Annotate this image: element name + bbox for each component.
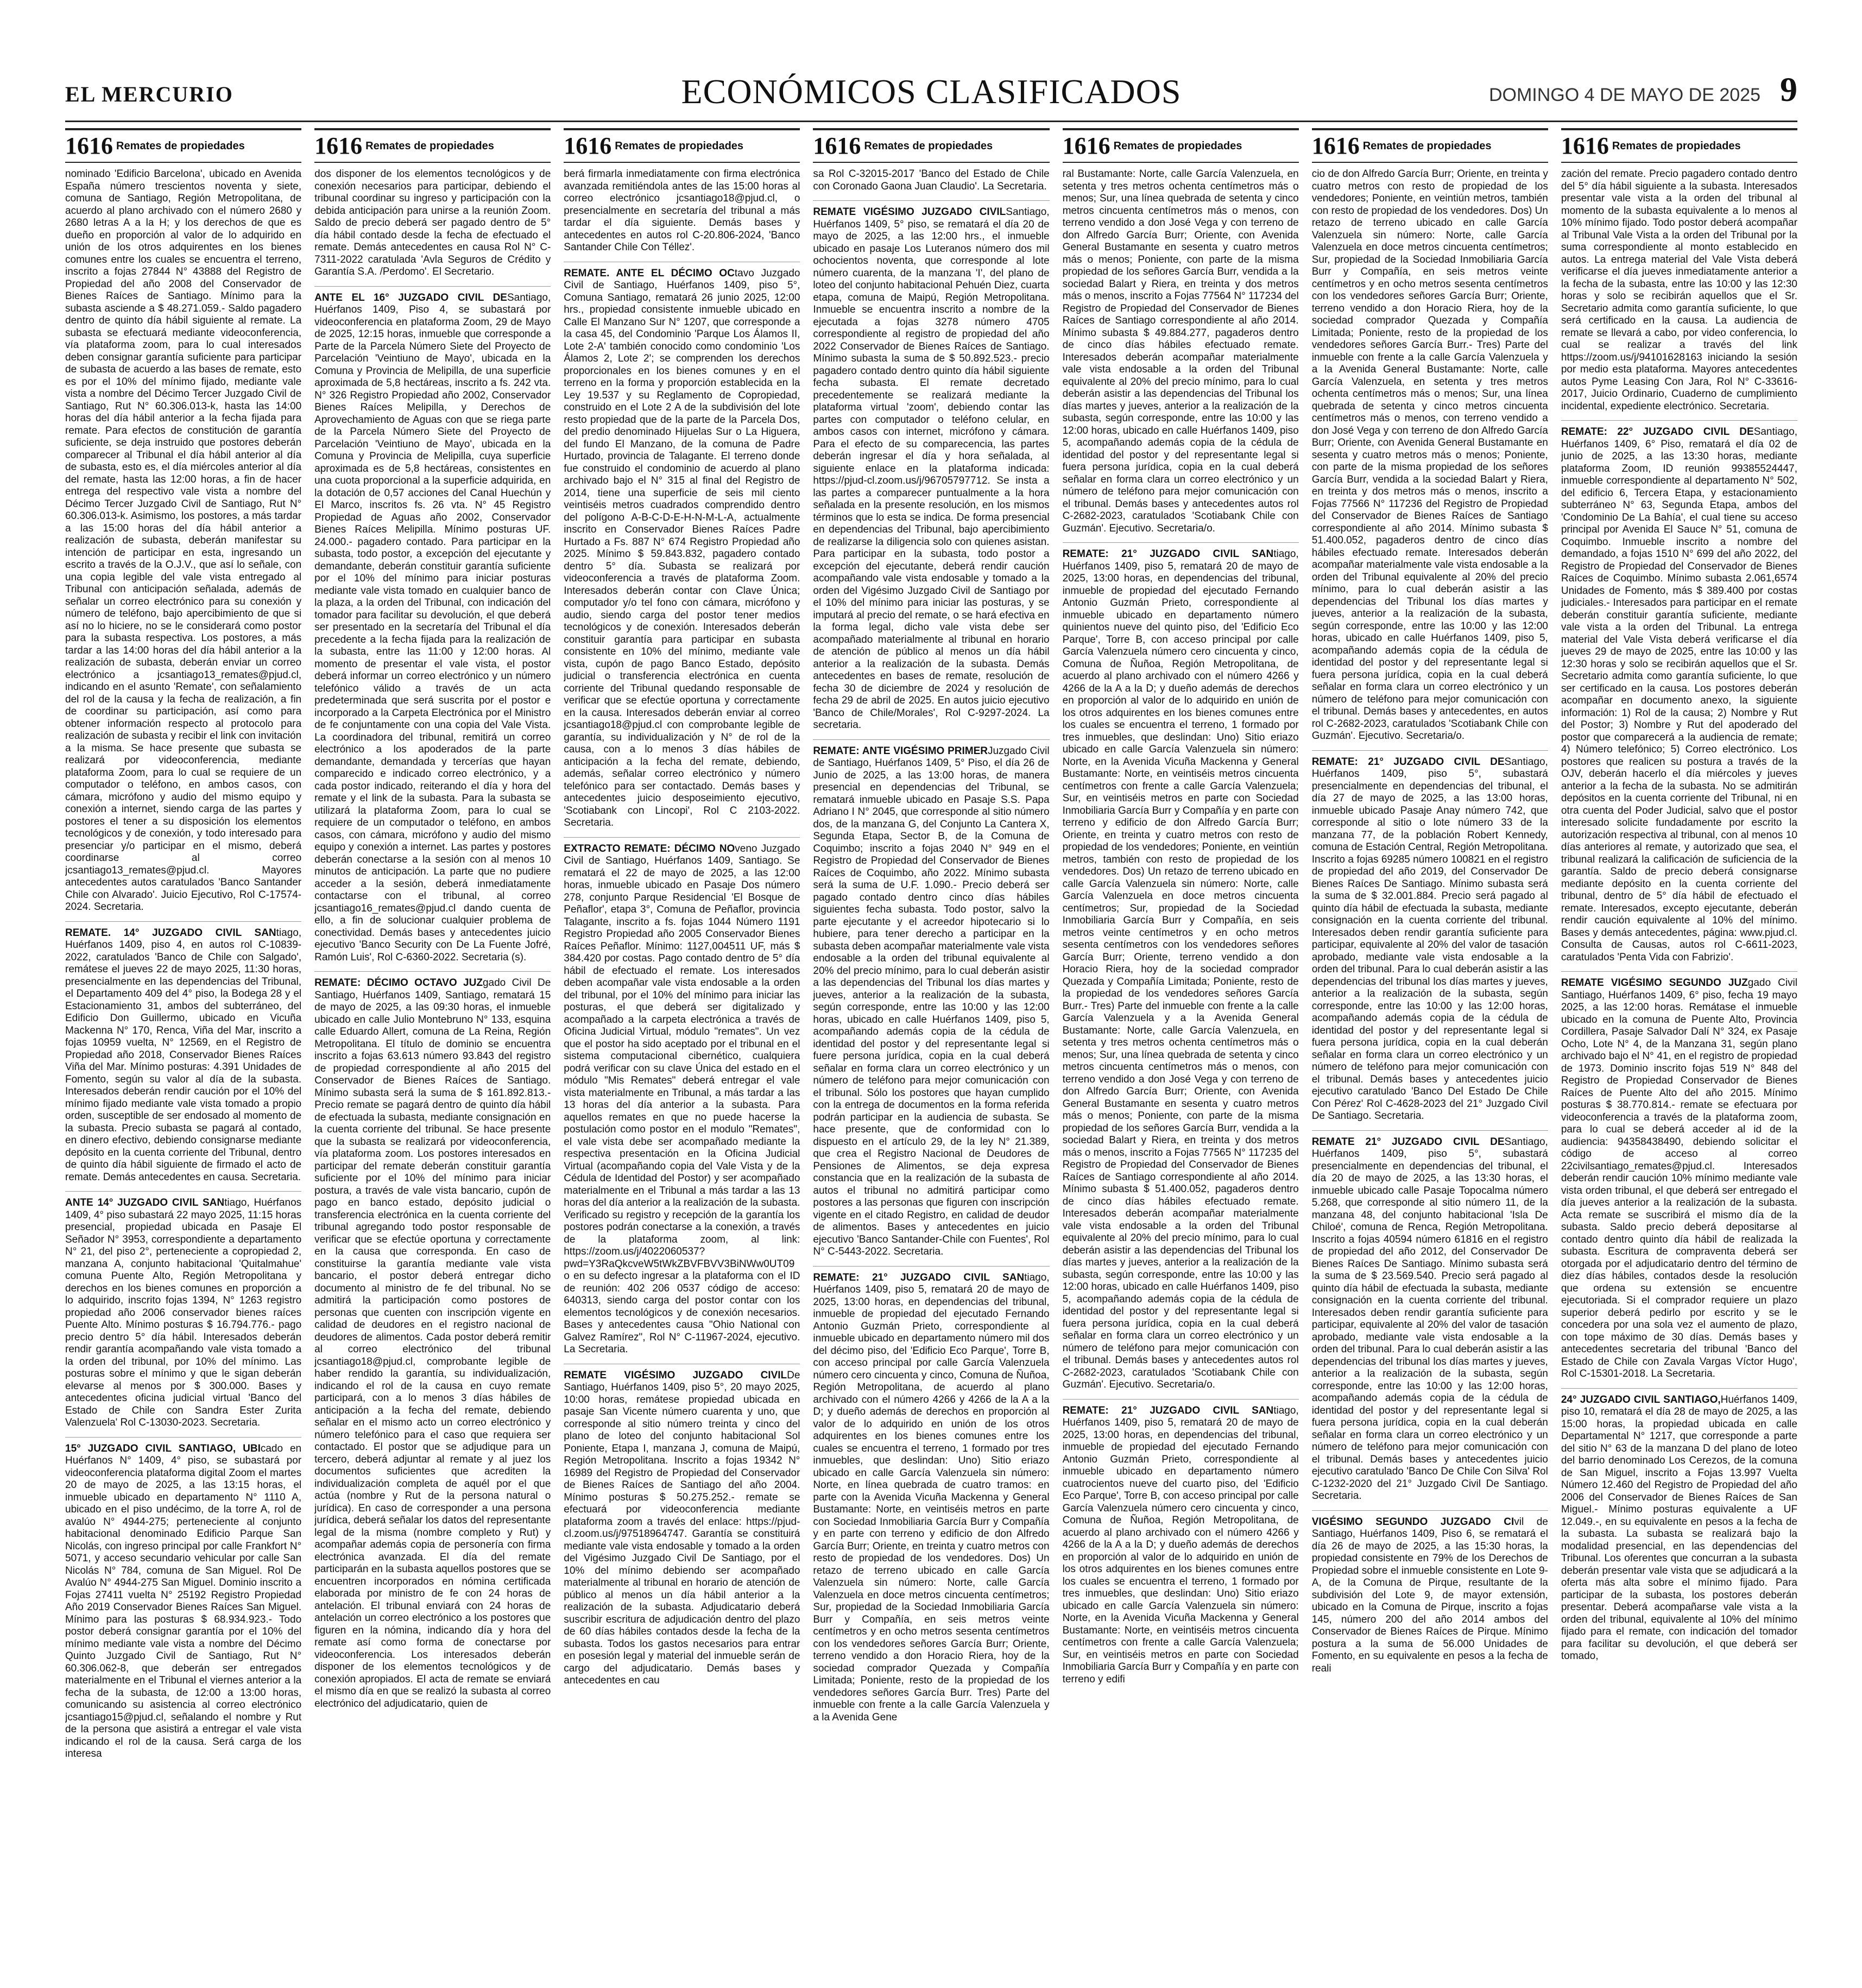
notice-text: gado Civil Santiago, Huérfanos 1409, 6° piso, fecha 19 mayo 2025, a las 12:00 horas. Remátase el inmueble ubicado en la comuna de Puente Alto, Provincia Cordillera, Pasaje Salvador Dalí N° 324, ex Pasaje Ocho, Lote N° 4, de la Manzana 31, según plano archivado bajo el N° 41, en el registro de propiedad de 1973. Dominio inscrito fojas 519 N° 848 del Registro de Propiedad Conservador de Bienes Raíces de Puente Alto del año 2015. Mínimo posturas $ 38.770.814.- remate se efectuara por videoconferencia a través de la plataforma zoom, para lo cual se deberá acceder al id de la audiencia: 94358438490, debiendo solicitar el código de acceso al correo 22civilsantiago_remates@pjud.cl. Interesados deberán rendir caución 10% mínimo mediante vale vista orden tribunal, el que deberá ser entregado el día jueves anterior a la realización de la subasta. Acta remate se suscribirá el mismo día de la subasta. Saldo precio deberá depositarse al contado dentro quinto día hábil de realizada la subasta. Escritura de compraventa deberá ser otorgada por el adjudicatario dentro del término de diez días hábiles, contados desde la resolución que ordena su extensión se encuentre ejecutoriada. Si el comprador requiere un plazo superior deberá pedirlo por escrito y se le concedera por una sola vez el aumento de plazo, con tope máximo de 30 días. Demás bases y antecedentes secretaria del tribunal 'Banco del Estado de Chile con Zavala Vargas Víctor Hugo', Rol C-15301-2018. La Secretaria. — [1561, 977, 1797, 1379]
notice-text: dos disponer de los elementos tecnológicos y de conexión necesarios para participar, debiendo el tribunal coordinar su ingreso y participación con la debida anticipación para unirse a la reunión Zoom. Saldo de precio deberá ser pagado dentro de 5° día hábil contado desde la fecha de efectuado el remate. Demás antecedentes en causa Rol N° C-7311-2022 caratulada 'Avla Seguros de Crédito y Garantía S.A. /Perdomo'. El Secretario. — [314, 168, 551, 277]
notice-text: sa Rol C-32015-2017 'Banco del Estado de Chile con Coronado Gaona Juan Claudio'. La Secretaria. — [813, 168, 1050, 192]
notice-lead: REMATE: DÉCIMO OCTAVO JUZ — [314, 977, 483, 989]
notice-text: tiago, Huérfanos 1409, piso 5, rematará 20 de mayo de 2025, 13:00 horas, en dependencias del tribunal, inmueble de propiedad del ejecutado Fernando Antonio Guzmán Prieto, correspondiente al inmueble ubicado en departamento número cuatrocientos nueve del cuarto piso, del 'Edificio Eco Parque', Torre B, con acceso principal por calle García Valenzuela número cero cincuenta y cinco, Comuna de Ñuñoa, Región Metropolitana, de acuerdo al plano archivado con el número 4266 y 4266 de la A a la D; y dueño además de derechos en proporción al valor de lo adquirido en unión de los otros adquirentes en los bienes comunes entre los cuales se encuentra el terreno, 1 formado por tres inmuebles, que deslindan: Uno) Sitio eriazo ubicado en calle García Valenzuela sin número: Norte, en la Avenida Vicuña Mackenna y General Bustamante: Norte, en veintiséis metros cincuenta centímetros con frente a calle García Valenzuela; Sur, en veintiséis metros en parte con Sociedad Inmobiliaria García Burr y Compañía y en parte con terreno y edifi — [1062, 1404, 1299, 1685]
auction-notice — [564, 837, 800, 1356]
notice-text: Juzgado Civil de Santiago, Huérfanos 1409, 5° Piso, el día 26 de Junio de 2025, a las 13:00 horas, de manera presencial en dependencias del Tribunal, se rematará inmueble ubicado en Pasaje S.S. Papa Adriano I N° 2045, que corresponde al sitio número dos, de la manzana G, del Conjunto La Cantera X, Segunda Etapa, Sector B, de la Comuna de Coquimbo; inscrito a fojas 2040 N° 949 en el Registro de Propiedad del Conservador de Bienes Raíces de Coquimbo, año 2022. Mínimo subasta será la suma de U.F. 1.090.- Precio deberá ser pagado contado dentro cinco días hábiles siguientes fecha subasta. Todo postor, salvo la parte ejecutante y el acreedor hipotecario si lo hubiere, para tener derecho a participar en la subasta deben acompañar materialmente vale vista endosable a la orden del tribunal equivalente al 20% del precio mínimo, para lo cual deberán asistir a las dependencias del Tribunal los días martes y jueves, anterior a la realización de la subasta, según corresponde, entre las 10:00 y las 12:00 horas, ubicado en calle Huérfanos 1409, piso 5, acompañando además copia de la cédula de identidad del postor y del representante legal si fuere persona jurídica, copia en la cual deberá señalar en forma clara un correo electrónico y un número de teléfono para mejor comunicación con el tribunal. Sólo los postores que hayan cumplido con la entrega de documentos en la forma referida podrán participar en la audiencia de subasta. Se hace presente, que de conformidad con lo dispuesto en el artículo 29, de la ley N° 21.389, que crea el Registro Nacional de Deudores de Pensiones de Alimentos, se deja expresa constancia que en la realización de la subasta de autos el tribunal no admitirá participar como postores a las personas que figuren con inscripción vigente en el citado Registro, en calidad de deudor de alimentos. Bases y antecedentes en juicio ejecutivo 'Banco Santander-Chile con Fuentes', Rol N° C-5443-2022. Secretaria. — [813, 745, 1050, 1257]
section-label: Remates de propiedades — [116, 140, 245, 152]
section-code: 1616 — [1561, 132, 1609, 159]
auction-notice — [1561, 420, 1797, 964]
section-code: 1616 — [1311, 132, 1360, 159]
notice-lead: REMATE: 22° JUZGADO CIVIL DE — [1561, 426, 1754, 438]
section-code: 1616 — [564, 132, 612, 159]
paper-name: EL MERCURIO — [65, 82, 233, 106]
notice-text: berá firmarla inmediatamente con firma electrónica avanzada remitiéndola antes de las 15:00 horas al correo electrónico jcsantiago18@pjud.cl, o presencialmente en secretaría del tribunal a más tardar el día siguiente. Demás bases y antecedentes en autos rol C-20.806-2024, 'Banco Santander Chile Con Téllez'. — [564, 168, 800, 253]
notice-text: De Santiago, Huérfanos 1409, piso 5°, 20 mayo 2025, 10:00 horas, remátese propiedad ubicada en pasaje San Vicente número cuarenta y uno, que corresponde al sitio número treinta y cinco del plano de loteo del conjunto habitacional Sol Poniente, Etapa I, manzana J, comuna de Maipú, Región Metropolitana. Inscrito a fojas 19342 N° 16989 del Registro de Propiedad del Conservador de Bienes Raíces de Santiago del año 2004. Mínimo posturas $ 50.275.252.- remate se efectuará por videoconferencia mediante plataforma zoom a través del enlace: https://pjud-cl.zoom.us/j/97518964747. Garantía se constituirá mediante vale vista endosable y tomado a la orden del Vigésimo Juzgado Civil De Santiago, por el 10% del mínimo debiendo ser acompañado materialmente al tribunal en horario de atención de público al menos un día hábil anterior a la realización de la subasta. Adjudicatario deberá suscribir escritura de adjudicación dentro del plazo de 60 días hábiles contados desde la fecha de la subasta. Todos los gastos necesarios para entrar en posesión legal y material del inmueble serán de cargo del adjudicatario. Demás bases y antecedentes en cau — [564, 1369, 800, 1686]
auction-notice — [1063, 168, 1299, 535]
column-1 — [65, 128, 301, 1968]
notice-lead: REMATE: ANTE VIGÉSIMO PRIMER — [813, 745, 988, 757]
classified-columns — [65, 128, 1797, 1968]
notice-lead: 15° JUZGADO CIVIL SANTIAGO, UBI — [65, 1442, 261, 1454]
page-number: 9 — [1780, 70, 1797, 109]
auction-notice — [314, 168, 551, 278]
notice-text: Santiago, Huérfanos 1409, Piso 4, se subastará por videoconferencia en plataforma Zoom, 29 de Mayo de 2025, 12:15 horas, inmueble que corresponde a Parte de la Parcela Número Siete del Proyecto de Parcelación 'Veintiuno de Mayo', ubicada en la Comuna y Provincia de Melipilla, de una superficie aproximada de 5,8 hectáreas, inscrito a fs. 242 vta. N° 326 Registro Propiedad año 2002, Conservador Bienes Raíces Melipilla, y Derechos de Aprovechamiento de Aguas con que se riega parte de la Parcela Número Siete del Proyecto de Parcelación 'Veintiuno de Mayo', ubicada en la Comuna y Provincia de Melipilla, cuya superficie aproximada es de 5,8 hectáreas, consistentes en una cuota proporcional a la superficie adquirida, en la dotación de 0,57 acciones del Canal Huechún y El Marco, inscritos fs. 26 vta. N° 45 Registro Propiedad de Aguas año 2002, Conservador Bienes Raíces Melipilla. Mínimo posturas UF. 24.000.- pagadero contado. Para participar en la subasta, todo postor, a excepción del ejecutante y demandante, deberán constituir garantía suficiente por el 10% del mínimo para iniciar posturas mediante vale vista tomado en cualquier banco de la plaza, a la orden del Tribunal, con indicación del tomador para facilitar su devolución, el que deberá ser presentado en la secretaría del Tribunal el día precedente a la fecha fijada para la realización de la subasta, entre las 11:00 y 12:00 horas. Al momento de presentar el vale vista, el postor deberá informar un correo electrónico y un número telefónico válido a través de un acta predeterminada que será suscrita por el postor e incorporado a la Carpeta Electrónica por el Ministro de fe conjuntamente con una copia del Vale Vista. La coordinadora del tribunal, remitirá un correo electrónico a los apoderados de la parte demandante, demandada y tercerías que hayan comparecido e indicado correo electrónico, y a cada postor indicado, reiterando el día y hora del remate y el link de la subasta. Para la subasta se utilizará la plataforma Zoom, para lo cual se requiere de un computador o teléfono, en ambos casos, con cámara, micrófono y audio del mismo equipo y conexión a internet. Las partes y postores deberán conectarse a la sesión con al menos 10 minutos de anticipación. La parte que no pudiere acceder a la sesión, deberá inmediatamente contactarse con el tribunal, al correo jcsantiago16_remates@pjud.cl dando cuenta de ello, a fin de solucionar cualquier problema de conectividad. Demás bases y antecedentes juicio ejecutivo 'Banco Security con De La Fuente Jofré, Ramón Luis', Rol C-6360-2022. Secretaria (s). — [314, 292, 551, 963]
column-7 — [1561, 128, 1797, 1968]
auction-notice — [1561, 971, 1797, 1381]
column-header — [1561, 128, 1797, 163]
column-header — [65, 128, 301, 163]
auction-notice — [314, 286, 551, 964]
auction-notice — [314, 971, 551, 1710]
auction-notice — [813, 200, 1049, 732]
column-body — [65, 168, 301, 1761]
auction-notice — [65, 1437, 301, 1761]
column-header — [564, 128, 800, 163]
section-title: ECONÓMICOS CLASIFICADOS — [681, 72, 1182, 111]
notice-text: Santiago, Huérfanos 1409, piso 5°, subastará presencialmente en dependencias del tribunal, el día 27 de mayo de 2025, a las 13:00 horas, inmueble ubicado Pasaje Anay número 742, que corresponde al sitio o lote número 33 de la manzana 77, de la población Robert Kennedy, comuna de Estación Central, Región Metropolitana. Inscrito a fojas 69285 número 100821 en el registro de propiedad del año 2019, del Conservador De Bienes Raíces De Santiago. Mínimo subasta será la suma de $ 32.001.884. Precio será pagado al quinto día hábil de efectuada la subasta, mediante consignación en la cuenta corriente del tribunal. Interesados deben rendir garantía suficiente para participar, equivalente al 20% del valor de tasación aprobado, mediante vale vista endosable a la orden del tribunal. Para lo cual deberán asistir a las dependencias del tribunal los días martes y jueves, anterior a la realización de la subasta, según corresponde, entre las 10:00 y las 12:00 horas, acompañando además copia de la cédula de identidad del postor y del representante legal si fuera persona jurídica, copia en la cual deberán señalar en forma clara un correo electrónico y un número de teléfono para mejor comunicación con el tribunal. Demás bases y antecedentes juicio ejecutivo caratulado 'Banco Del Estado De Chile Con Pérez' Rol C-4628-2023 del 21° Juzgado Civil De Santiago. Secretaria. — [1311, 756, 1548, 1122]
notice-text: Santiago, Huérfanos 1409, piso 5°, subastará presencialmente en dependencias del tribunal, el día 20 de mayo de 2025, a las 13:30 horas, el inmueble ubicado calle Pasaje Topocalma número 5.268, que corresponde al sitio número 11, de la manzana 48, del conjunto habitacional 'Isla De Chiloé', comuna de Renca, Región Metropolitana. Inscrito a fojas 40594 número 61816 en el registro de propiedad del año 2012, del Conservador De Bienes Raíces De Santiago. Mínimo subasta será la suma de $ 23.569.540. Precio será pagado al quinto día hábil de efectuada la subasta, mediante consignación en la cuenta corriente del tribunal. Interesados deben rendir garantía suficiente para participar, equivalente al 20% del valor de tasación aprobado, mediante vale vista endosable a la orden del tribunal. Para lo cual deberán asistir a las dependencias del tribunal los días martes y jueves, anterior a la realización de la subasta, según corresponde, entre las 10:00 y las 12:00 horas, acompañando además copia de la cédula de identidad del postor y del representante legal si fuera persona jurídica, copia en la cual deberán señalar en forma clara un correo electrónico y un número de teléfono para mejor comunicación con el tribunal. Demás bases y antecedentes juicio ejecutivo caratulado 'Banco De Chile Con Silva' Rol C-1232-2020 del 21° Juzgado Civil De Santiago. Secretaria. — [1311, 1136, 1548, 1502]
auction-notice — [1561, 1388, 1797, 1663]
notice-text: vil de Santiago, Huérfanos 1409, Piso 6, se rematará el día 26 de mayo de 2025, a las 15:30 horas, la propiedad consistente en 79% de los Derechos de Propiedad sobre el inmueble consistente en Lote 9-A, de la Comuna de Pirque, resultante de la subdivisión del Lote 9, de mayor extensión, ubicado en la Comuna de Pirque, inscrito a fojas 145, número 200 del año 2014 ambos del Conservador de Bienes Raíces de Pirque. Mínimo postura a la suma de 56.000 Unidades de Fomento, en su equivalente en pesos a la fecha de reali — [1311, 1516, 1548, 1674]
notice-text: tiago, Huérfanos 1409, piso 5, rematará 20 de mayo de 2025, 13:00 horas, en dependencias del tribunal, inmueble de propiedad del ejecutado Fernando Antonio Guzmán Prieto, correspondiente al inmueble ubicado en departamento número quinientos nueve del quinto piso, del 'Edificio Eco Parque', Torre B, con acceso principal por calle García Valenzuela número cero cincuenta y cinco, Comuna de Ñuñoa, Región Metropolitana, de acuerdo al plano archivado con el número 4266 y 4266 de la A a la D; y dueño además de derechos en proporción al valor de lo adquirido en unión de los otros adquirentes en los bienes comunes entre los cuales se encuentra el terreno, 1 formado por tres inmuebles, que deslindan: Uno) Sitio eriazo ubicado en calle García Valenzuela sin número: Norte, en la Avenida Vicuña Mackenna y General Bustamante: Norte, en veintiséis metros cincuenta centímetros con frente a calle García Valenzuela; Sur, en veintiséis metros en parte con Sociedad Inmobiliaria García Burr y Compañía y en parte con terreno y edificio de don Alfredo García Burr; Oriente, en treinta y cuatro metros con resto de propiedad de los vendedores; Poniente, en veintiún metros, también con resto de propiedad de los vendedores. Dos) Un retazo de terreno ubicado en calle García Valenzuela sin número: Norte, calle García Valenzuela en doce metros cincuenta centímetros; Sur, propiedad de la Sociedad Inmobiliaria García Burr y Compañía, en seis metros veinte centímetros y en ocho metros sesenta centímetros con los vendedores señores García Burr; Oriente, terreno vendido a don Horacio Riera, hoy de la sociedad comprador Quezada y Compañía Limitada; Poniente, resto de la propiedad de los vendedores señores García Burr.- Tres) Parte del inmueble con frente a la calle García Valenzuela y a la Avenida General Bustamante: Norte, calle García Valenzuela, en setenta y tres metros ochenta centímetros más o menos; Sur, una línea quebrada de setenta y cinco metros cincuenta centímetros más o menos, con terreno vendido a don José Vega y con terreno de don Alfredo García Burr; Oriente, con Avenida General Bustamante en sesenta y cuatro metros más o menos; Poniente, con parte de la misma propiedad de los señores García Burr, vendida a la sociedad Balart y Riera, en treinta y dos metros más o menos, inscrito a Fojas 77565 N° 117235 del Registro de Propiedad del Conservador de Bienes Raíces de Santiago correspondiente al año 2014. Mínimo subasta $ 51.400.052, pagaderos dentro de cinco días hábiles efectuado remate. Interesados deberán acompañar materialmente vale vista endosable a la orden del Tribunal equivalente al 20% del precio mínimo, para lo cual deberán asistir a las dependencias del Tribunal los días martes y jueves, anterior a la realización de la subasta, según corresponde, entre las 10:00 y las 12:00 horas, ubicado en calle Huérfanos 1409, piso 5, acompañando además copia de la cédula de identidad del postor y del representante legal si fuera persona jurídica, copia en la cual deberá señalar en forma clara un correo electrónico y un número de teléfono para mejor comunicación con el tribunal. Demás bases y antecedentes autos rol C-2682-2023, caratulados 'Scotiabank Chile con Guzmán'. Ejecutivo. Secretaria/o. — [1062, 548, 1299, 1390]
notice-lead: REMATE VIGÉSIMO JUZGADO CIVIL — [564, 1369, 787, 1381]
auction-notice — [1312, 1510, 1548, 1675]
section-label: Remates de propiedades — [1612, 140, 1741, 152]
column-header — [1312, 128, 1548, 163]
section-label: Remates de propiedades — [1113, 140, 1242, 152]
column-body — [1561, 168, 1797, 1663]
section-code: 1616 — [813, 132, 861, 159]
auction-notice — [65, 921, 301, 1184]
notice-lead: VIGÉSIMO SEGUNDO JUZGADO CI — [1311, 1516, 1514, 1528]
notice-text: Santiago, Huérfanos 1409, 6° Piso, rematará el día 02 de junio de 2025, a las 13:30 horas, mediante plataforma Zoom, ID reunión 99385524447, inmueble correspondiente al departamento N° 502, del edificio 6, Tercera Etapa, y estacionamiento subterráneo N° 63, Segunda Etapa, ambos del 'Condominio De La Bahía', el cual tiene su acceso principal por Avenida El Sauce N° 51, comuna de Coquimbo. Inmueble inscrito a nombre del demandado, a fojas 1510 N° 699 del año 2022, del Registro de Propiedad del Conservador de Bienes Raíces de Coquimbo. Mínimo subasta 2.061,6574 Unidades de Fomento, más $ 389.400 por costas judiciales.- Interesados para participar en el remate deberán constituir garantía suficiente, mediante vale vista a la orden del Tribunal. La entrega material del Vale Vista deberá verificarse el día jueves 29 de mayo de 2025, entre las 10:00 y las 12:30 horas y solo se recibirán aquellos que el Sr. Secretario admita como garantía suficiente, lo que ser certificado en la causa. Los postores deberán acompañar en documento anexo, la siguiente información: 1) Rol de la causa; 2) Nombre y Rut del Postor; 3) Nombre y Rut del apoderado del postor que comparecerá a la audiencia de remate; 4) Número telefónico; 5) Correo electrónico. Los postores que realicen su postura a través de la OJV, deberán hacerlo el día miércoles y jueves anterior a la fecha de la subasta. No se admitirán depósitos en la cuenta corriente del Tribunal, ni en otra cuenta del Poder Judicial, salvo que el postor interesado solicite fundadamente por escrito la autorización respectiva al tribunal, con al menos 10 días anteriores al remate, y autorizado que sea, el tribunal realizará la calificación de suficiencia de la garantía. Saldo de precio deberá consignarse mediante depósito en la cuenta corriente del tribunal, dentro de 5° día hábil de efectuado el remate. Interesados, excepto ejecutante, deberán rendir caución equivalente al 10% del mínimo. Bases y demás antecedentes, página: www.pjud.cl. Consulta de Causas, autos rol C-6611-2023, caratulados 'Penta Vida con Fabrizio'. — [1561, 426, 1797, 963]
notice-lead: REMATE VIGÉSIMO SEGUNDO JUZ — [1561, 977, 1748, 989]
masthead — [65, 72, 1797, 122]
notice-text: tiago, Huérfanos 1409, piso 4, en autos rol C-10839-2022, caratulados 'Banco de Chile con Salgado', remátese el jueves 22 de mayo 2025, 11:30 horas, presencialmente en las dependencias del Tribunal, el Departamento 409 del 4° piso, la Bodega 28 y el Estacionamiento 31, ambos del subterráneo, del Edificio Don Guillermo, ubicado en Vicuña Mackenna N° 170, Renca, Viña del Mar, inscrito a fojas 10959 vuelta, N° 12569, en el Registro de Propiedad año 2018, Conservador Bienes Raíces Viña del Mar. Mínimo posturas: 4.391 Unidades de Fomento, según su valor al día de la subasta. Interesados deberán rendir caución por el 10% del mínimo fijado mediante vale vista tomado a propio orden, susceptible de ser endosado al momento de la subasta. Precio subasta se pagará al contado, en dinero efectivo, debiendo consignarse mediante depósito en la cuenta corriente del Tribunal, dentro de quinto día hábil siguiente de firmado el acto de remate. Demás antecedentes en causa. Secretaria. — [65, 927, 302, 1183]
notice-lead: REMATE: 21° JUZGADO CIVIL DE — [1311, 756, 1505, 768]
notice-text: veno Juzgado Civil de Santiago, Huérfanos 1409, Santiago. Se rematará el 22 de mayo de 2025, a las 12:00 horas, inmueble ubicado en Pasaje Dos número 278, conjunto Parque Residencial 'El Bosque de Peñaflor', etapa 3°, Comuna de Peñaflor, provincia Talagante, inscrito a fs. fojas 1044 Número 1191 Registro Propiedad año 2005 Conservador Bienes Raíces Peñaflor. Mínimo: 1127,004511 UF, más $ 384.420 por costas. Pago contado dentro de 5° día hábil de efectuado el remate. Los interesados deben acompañar vale vista endosable a la orden del tribunal, por el 10% del mínimo para iniciar las posturas, el que deberá ser digitalizado y acompañado a la carpeta electrónica a través de Oficina Judicial Virtual, módulo "remates". Un vez que el postor ha sido aceptado por el tribunal en el sistema computacional cibernético, cualquiera podrá verificar con su clave Única del estado en el módulo "Mis Remates" deberá entregar el vale vista materialmente en Tribunal, a más tardar a las 13 horas del día anterior a la subasta. Para aquellos remates en que no puede hacerse la postulación como postor en el modulo "Remates", el vale vista debe ser acompañado mediante la respectiva presentación en la Oficina Judicial Virtual (acompañando copia del Vale Vista y de la Cédula de Identidad del Postor) y ser acompañado materialmente en el Tribunal a más tardar a las 13 horas del día anterior a la realización de la subasta. Verificado su registro y recepción de la garantía los postores podrán conectarse a la conexión, a través de la plataforma zoom, al link: https://zoom.us/j/4022060537?pwd=Y3RaQkcveW5tWkZBVFBVV3BiNWw0UT09 o en su defecto ingresar a la plataforma con el ID de reunión: 402 206 0537 código de acceso: 640313, siendo carga del postor contar con los elementos tecnológicos y de conexión necesarios. Bases y antecedentes causa "Ohio National con Galvez Ramírez", Rol N° C-11967-2024, ejecutivo. La Secretaria. — [564, 843, 800, 1355]
date-line: DOMINGO 4 DE MAYO DE 2025 — [1488, 85, 1760, 105]
notice-text: tavo Juzgado Civil de Santiago, Huérfanos 1409, piso 5°, Comuna Santiago, rematará 26 junio 2025, 12:00 hrs., propiedad consistente inmueble ubicado en Calle El Manzano Sur N° 1207, que corresponde a la casa 45, del Condominio 'Parque Los Álamos II, Lote 2-A' también conocido como condominio 'Los Álamos 2, Lote 2'; se comprenden los derechos proporcionales en los bienes comunes y en el terreno en la forma y proporción establecida en la Ley 19.537 y su Reglamento de Copropiedad, construido en el Lote 2 A de la subdivisión del lote resto propiedad que de la parte de la Parcela Dos, del predio denominado Hijuelas Sur o La Higuera, del fundo El Manzano, de la comuna de Padre Hurtado, provincia de Talagante. El terreno donde fue construido el condominio de acuerdo al plano archivado bajo el N° 315 al final del Registro de 2014, tiene una superficie de seis mil ciento veintiséis metros cuadrados comprendido dentro del polígono A-B-C-D-E-H-N-M-L-A, actualmente inscrito en Conservador Bienes Raíces Padre Hurtado a Fs. 887 N° 674 Registro Propiedad año 2025. Mínimo $ 59.843.832, pagadero contado dentro 5° día. Subasta se realizará por videoconferencia a través de plataforma Zoom. Interesados deberán contar con Clave Única; computador y/o tel fono con cámara, micrófono y audio, siendo carga del postor tener medios tecnológicos y de conexión. Interesados deberán constituir garantía para participar en subasta consistente en 10% del mínimo, mediante vale vista, cupón de pago Banco Estado, depósito judicial o transferencia electrónica en cuenta corriente del Tribunal quedando responsable de verificar que se efectúe oportuna y correctamente en la causa. Interesados deberán enviar al correo jcsantiago18@pjud.cl con comprobante legible de garantía, su individualización y N° de rol de la causa, con a lo menos 3 días hábiles de anticipación a la fecha del remate, debiendo, además, señalar correo electrónico y número telefónico para ser contactado. Demás bases y antecedentes juicio desposeimiento ejecutivo, 'Scotiabank con Lincopi', Rol C 2103-2022. Secretaria. — [564, 267, 800, 828]
notice-text: tiago, Huérfanos 1409, piso 5, rematará 20 de mayo de 2025, 13:00 horas, en dependencias del tribunal, inmueble de propiedad del ejecutado Fernando Antonio Guzmán Prieto, correspondiente al inmueble ubicado en departamento número mil dos del décimo piso, del 'Edificio Eco Parque', Torre B, con acceso principal por calle García Valenzuela número cero cincuenta y cinco, Comuna de Ñuñoa, Región Metropolitana, de acuerdo al plano archivado con el número 4266 y 4266 de la A a la D; y dueño además de derechos en proporción al valor de lo adquirido en unión de los otros adquirentes en los bienes comunes entre los cuales se encuentra el terreno, 1 formado por tres inmuebles, que deslindan: Uno) Sitio eriazo ubicado en calle García Valenzuela sin número: Norte, en línea quebrada de cuatro tramos: en parte con la Avenida Vicuña Mackenna y General Bustamante: Norte, en veintiséis metros en parte con Sociedad Inmobiliaria García Burr y Compañía y en parte con terreno y edificio de don Alfredo García Burr; Oriente, en treinta y cuatro metros con resto de propiedad de los vendedores. Dos) Un retazo de terreno ubicado en calle García Valenzuela sin número: Norte, calle García Valenzuela en doce metros cincuenta centímetros; Sur, propiedad de la Sociedad Inmobiliaria García Burr y Compañía, en seis metros veinte centímetros y en ocho metros sesenta centímetros con los vendedores señores García Burr; Oriente, terreno vendido a don Horacio Riera, hoy de la sociedad comprador Quezada y Compañía Limitada; Poniente, resto de la propiedad de los vendedores señores García Burr. Tres) Parte del inmueble con frente a la calle García Valenzuela y a la Avenida Gene — [813, 1271, 1050, 1723]
auction-notice — [564, 168, 800, 254]
notice-lead: REMATE 21° JUZGADO CIVIL DE — [1311, 1136, 1505, 1148]
notice-text: nominado 'Edificio Barcelona', ubicado en Avenida España número trescientos noventa y siete, comuna de Santiago, Región Metropolitana, de acuerdo al plano archivado con el número 2680 y 2680 letras A a la H; y los derechos de que es dueño en proporción al valor de lo adquirido en unión de los otros adquirentes en los bienes comunes entre los cuales se encuentra el terreno, inscrito a fojas 27844 N° 43888 del Registro de Propiedad del año 2008 del Conservador de Bienes Raíces de Santiago. Mínimo para la subasta asciende a $ 48.271.059.- Saldo pagadero dentro de quinto día hábil siguiente al remate. La subasta se efectuará mediante videoconferencia, vía plataforma zoom, para lo cual interesados deben consignar garantía suficiente para participar de subasta de acuerdo a las bases de remate, esto es por el 10% del mínimo fijado, mediante vale vista a nombre del Décimo Tercer Juzgado Civil de Santiago, Rut N° 60.306.013-k, hasta las 14:00 horas del día hábil anterior a la fecha fijada para remate. Para efectos de constitución de garantía suficiente, se deja instruido que postores deberán comparecer al Tribunal el día hábil anterior al día de subasta, esto es, el día miércoles anterior al día del remate, hasta las 12:00 horas, a fin de hacer entrega del respectivo vale vista a nombre del Décimo Tercer Juzgado Civil de Santiago, Rut N° 60.306.013-k. Asimismo, los postores, a más tardar a las 15:00 horas del día hábil anterior a realización de subasta, deberán manifestar su intención de participar en esta, ingresando un escrito a través de la O.J.V., que así lo señale, con una copia legible del vale vista entregado al Tribunal con anticipación señalada, además de señalar un correo electrónico para su conexión y número de teléfono, bajo apercibimiento de que si así no lo hiciere, no se le considerará como postor para la subasta respectiva. Los postores, a más tardar a las 14:00 horas del día hábil anterior a la realización de subasta, deberán enviar un correo electrónico a jcsantiago13_remates@pjud.cl, indicando en el asunto 'Remate', con señalamiento del rol de la causa y la fecha de realización, a fin de coordinar su participación, así como para obtener información respecto al protocolo para realización de subasta y recibir el link con invitación a la misma. Se hace presente que subasta se realizará por videoconferencia, mediante plataforma Zoom, para lo cual se requiere de un computador o teléfono, en ambos casos, con cámara, micrófono y audio del mismo equipo y conexión a internet, siendo carga de las partes y postores el tener a su disposición los elementos tecnológicos y de conexión, y todo interesado para presenciar y/o participar en el mismo, deberá coordinarse al correo jcsantiago13_remates@pjud.cl. Mayores antecedentes autos caratulados 'Banco Santander Chile con Alvarado'. Juicio Ejecutivo, Rol C-17574-2024. Secretaria. — [65, 168, 302, 913]
auction-notice — [1312, 1130, 1548, 1503]
auction-notice — [65, 168, 301, 914]
notice-lead: 24° JUZGADO CIVIL SANTIAGO, — [1561, 1394, 1721, 1405]
column-header — [314, 128, 551, 163]
auction-notice — [813, 168, 1049, 193]
column-2 — [314, 128, 551, 1968]
column-body — [813, 168, 1049, 1724]
notice-lead: REMATE. ANTE EL DÉCIMO OC — [564, 267, 735, 279]
auction-notice — [1063, 1399, 1299, 1686]
column-body — [314, 168, 551, 1710]
notice-lead: REMATE: 21° JUZGADO CIVIL SAN — [1062, 548, 1274, 560]
auction-notice — [65, 1191, 301, 1429]
auction-notice — [813, 1266, 1049, 1724]
section-label: Remates de propiedades — [864, 140, 993, 152]
notice-lead: REMATE: 21° JUZGADO CIVIL SAN — [1062, 1404, 1274, 1416]
notice-text: ral Bustamante: Norte, calle García Valenzuela, en setenta y tres metros ochenta centímetros más o menos; Sur, una línea quebrada de setenta y cinco metros cincuenta centímetros más o menos, con terreno vendido a don José Vega y con terreno de don Alfredo García Burr; Oriente, con Avenida General Bustamante en sesenta y cuatro metros más o menos; Poniente, con parte de la misma propiedad de los señores García Burr, vendida a la sociedad Balart y Riera, en treinta y dos metros más o menos, inscrito a Fojas 77564 N° 117234 del Registro de Propiedad del Conservador de Bienes Raíces de Santiago correspondiente al año 2014. Mínimo subasta $ 49.884.277, pagaderos dentro de cinco días hábiles efectuado remate. Interesados deberán acompañar materialmente vale vista endosable a la orden del Tribunal equivalente al 20% del precio mínimo, para lo cual deberán asistir a las dependencias del Tribunal los días martes y jueves, anterior a la realización de la subasta, según corresponde, entre las 10:00 y las 12:00 horas, ubicado en calle Huérfanos 1409, piso 5, acompañando además copia de la cédula de identidad del postor y del representante legal si fuera persona jurídica, copia en la cual deberá señalar en forma clara un correo electrónico y un número de teléfono para mejor comunicación con el tribunal. Demás bases y antecedentes autos rol C-2682-2023, caratulados 'Scotiabank Chile con Guzmán'. Ejecutivo. Secretaria/o. — [1062, 168, 1299, 534]
auction-notice — [1312, 750, 1548, 1123]
section-code: 1616 — [1062, 132, 1110, 159]
column-5 — [1063, 128, 1299, 1968]
column-body — [1063, 168, 1299, 1686]
column-body — [1312, 168, 1548, 1675]
notice-lead: REMATE VIGÉSIMO JUZGADO CIVIL — [813, 206, 1006, 218]
column-body — [564, 168, 800, 1687]
column-header — [813, 128, 1049, 163]
notice-lead: ANTE EL 16° JUZGADO CIVIL DE — [314, 292, 507, 303]
notice-text: zación del remate. Precio pagadero contado dentro del 5° día hábil siguiente a la subasta. Interesados presentar vale vista a la orden del tribunal al momento de la subasta equivalente a lo menos al 10% mínimo fijado. Todo postor deberá acompañar al Tribunal Vale Vista a la orden del Tribunal por la suma correspondiente al monto establecido en autos. La entrega material del Vale Vista deberá verificarse el día jueves inmediatamente anterior a la fecha de la subasta, entre las 10:00 y las 12:30 horas y solo se recibirán aquellos que el Sr. Secretario admita como garantía suficiente, lo que será certificado en la causa. La audiencia de remate se llevará a cabo, por video conferencia, lo cual se realizar a través del link https://zoom.us/j/94101628163 iniciando la sesión por medio esta plataforma. Mayores antecedentes autos Pyme Leasing Con Jara, Rol N° C-33616-2017, Juicio Ordinario, Cuaderno de cumplimiento incidental, expediente electrónico. Secretaria. — [1561, 168, 1797, 412]
notice-text: Huérfanos 1409, piso 10, rematará el día 28 de mayo de 2025, a las 15:00 horas, la propiedad ubicada en calle Departamental N° 1217, que corresponde a parte del sitio N° 63 de la manzana D del plano de loteo del barrio denominado Los Cerezos, de la comuna de San Miguel, inscrito a Fojas 13.997 Vuelta Número 12.460 del Registro de Propiedad del año 2006 del Conservador de Bienes Raíces de San Miguel.- Mínimo posturas equivalente a UF 12.049.-, en su equivalente en pesos a la fecha de la subasta. La subasta se realizará bajo la modalidad presencial, en las dependencias del Tribunal. Los oferentes que concurran a la subasta deberán presentar vale vista que se adjudicará a la oferta más alta sobre el mínimo fijado. Para participar de la subasta, los postores deberán presentar. Deberá acompañarse vale vista a la orden del tribunal, equivalente al 10% del mínimo fijado para el remate, con indicación del tomador para facilitar su devolución, el que deberá ser tomado, — [1561, 1394, 1797, 1662]
auction-notice — [1312, 168, 1548, 743]
section-label: Remates de propiedades — [1362, 140, 1492, 152]
section-code: 1616 — [65, 132, 113, 159]
notice-lead: REMATE. 14° JUZGADO CIVIL SAN — [65, 927, 276, 939]
notice-lead: EXTRACTO REMATE: DÉCIMO NO — [564, 843, 735, 854]
auction-notice — [1063, 542, 1299, 1391]
section-label: Remates de propiedades — [365, 140, 494, 152]
column-3 — [564, 128, 800, 1968]
notice-lead: REMATE: 21° JUZGADO CIVIL SAN — [813, 1271, 1025, 1283]
notice-lead: ANTE 14° JUZGADO CIVIL SAN — [65, 1197, 225, 1208]
column-header — [1063, 128, 1299, 163]
notice-text: cio de don Alfredo García Burr; Oriente, en treinta y cuatro metros con resto de propiedad de los vendedores; Poniente, en veintiún metros, también con resto de propiedad de los vendedores. Dos) Un retazo de terreno ubicado en calle García Valenzuela sin número: Norte, calle García Valenzuela en doce metros cincuenta centímetros; Sur, propiedad de la Sociedad Inmobiliaria García Burr y Compañía, en seis metros veinte centímetros y en ocho metros sesenta centímetros con los vendedores señores García Burr; Oriente, terreno vendido a don Horacio Riera, hoy de la sociedad comprador Quezada y Compañía Limitada; Poniente, resto de la propiedad de los vendedores señores García Burr.- Tres) Parte del inmueble con frente a la calle García Valenzuela y a la Avenida General Bustamante: Norte, calle García Valenzuela, en setenta y tres metros ochenta centímetros más o menos; Sur, una línea quebrada de setenta y cinco metros cincuenta centímetros más o menos, con terreno vendido a don José Vega y con terreno de don Alfredo García Burr; Oriente, con Avenida General Bustamante en sesenta y cuatro metros más o menos; Poniente, con parte de la misma propiedad de los señores García Burr, vendida a la sociedad Balart y Riera, en treinta y dos metros más o menos, inscrito a Fojas 77566 N° 117236 del Registro de Propiedad del Conservador de Bienes Raíces de Santiago correspondiente al año 2014. Mínimo subasta $ 51.400.052, pagaderos dentro de cinco días hábiles efectuado remate. Interesados deberán acompañar materialmente vale vista endosable a la orden del Tribunal equivalente al 20% del precio mínimo, para lo cual deberán asistir a las dependencias del Tribunal los días martes y jueves, anterior a la realización de la subasta, según corresponde, entre las 10:00 y las 12:00 horas, ubicado en calle Huérfanos 1409, piso 5, acompañando además copia de la cédula de identidad del postor y del representante legal si fuera persona jurídica, copia en la cual deberá señalar en forma clara un correo electrónico y un número de teléfono para mejor comunicación con el tribunal. Demás bases y antecedentes, en autos rol C-2682-2023, caratulados 'Scotiabank Chile con Guzmán'. Ejecutivo. Secretaria/o. — [1311, 168, 1548, 742]
notice-text: tiago, Huérfanos 1409, 4° piso subastará 22 mayo 2025, 11:15 horas presencial, propiedad ubicada en Pasaje El Señador N° 3953, correspondiente a departamento N° 21, del piso 2°, perteneciente a copropiedad 2, manzana A, conjunto habitacional 'Quitalmahue' comuna Puente Alto, Región Metropolitana y derechos en los bienes comunes en proporción a lo adquirido, inscrito fojas 1394, N° 1263 registro propiedad año 2006 conservador bienes raíces Puente Alto. Mínimo posturas $ 16.794.776.- pago precio dentro 5° día hábil. Interesados deberán rendir garantía acompañando vale vista tomado a la orden del tribunal, por 10% del mínimo. Las posturas sobre el mínimo y que le sigan deberán elevarse al menos por $ 300.000. Bases y antecedentes oficina judicial virtual 'Banco del Estado de Chile con Sandra Ester Zurita Valenzuela' Rol C-13030-2023. Secretaria. — [65, 1197, 302, 1428]
section-label: Remates de propiedades — [615, 140, 744, 152]
auction-notice — [813, 739, 1049, 1258]
section-code: 1616 — [314, 132, 363, 159]
auction-notice — [1561, 168, 1797, 413]
notice-text: Santiago, Huérfanos 1409, 5° piso, se rematará el día 20 de mayo de 2025, a las 12:00 hrs., el inmueble ubicado en pasaje Los Luteranos número dos mil ochocientos noventa, que corresponde al lote número cuarenta, de la manzana 'I', del plano de loteo del conjunto habitacional Pehuén Diez, cuarta etapa, comuna de Maipú, Región Metropolitana. Inmueble se encuentra inscrito a nombre de la ejecutada a fojas 3278 número 4705 correspondiente al registro de propiedad del año 2022 Conservador de Bienes Raíces de Santiago. Mínimo subasta la suma de $ 50.892.523.- precio pagadero contado dentro quinto día hábil siguiente fecha subasta. El remate decretado precedentemente se realizará mediante la plataforma virtual 'zoom', debiendo contar las partes con computador o teléfono celular, en ambos casos con internet, micrófono y cámara. Para el efecto de su comparecencia, las partes deberán ingresar el día y hora señalada, al siguiente enlace en la plataforma indicada: https://pjud-cl.zoom.us/j/96705797712. Se insta a las partes a comparecer puntualmente a la hora señalada en la presente resolución, en los mismos términos que lo esta se indica. De forma presencial en dependencias del Tribunal, bajo apercibimiento de realizarse la diligencia solo con quienes asistan. Para participar en la subasta, todo postor a excepción del ejecutante, deberá rendir caución acompañando vale vista endosable y tomado a la orden del Vigésimo Juzgado Civil de Santiago por el 10% del mínimo para iniciar las posturas, y se imputará al precio del remate, o se hará efectiva en la forma legal, dicho vale vista debe ser acompañado materialmente al tribunal en horario de atención de público al menos un día hábil anterior a la realización de la subasta. Demás antecedentes en bases de remate, resolución de fecha 30 de diciembre de 2024 y resolución de fecha 29 de abril de 2025. En autos juicio ejecutivo 'Banco de Chile/Morales', Rol C-9297-2024. La secretaria. — [813, 206, 1050, 731]
column-6 — [1312, 128, 1548, 1968]
notice-text: gado Civil De Santiago, Huérfanos 1409, Santiago, rematará 15 de mayo de 2025, a las 09:30 horas, el inmueble ubicado en calle Julio Montebruno N° 133, esquina calle Eduardo Allert, comuna de La Reina, Región Metropolitana. El título de dominio se encuentra inscrito a fojas 63.613 número 93.843 del registro de propiedad correspondiente al año 2015 del Conservador de Bienes Raíces de Santiago. Mínimo subasta será la suma de $ 161.892.813.- Precio remate se pagará dentro de quinto día hábil de efectuada la subasta, mediante consignación en la cuenta corriente del tribunal. Se hace presente que la subasta se realizará por videoconferencia, vía plataforma zoom. Los postores interesados en participar del remate deberán constituir garantía suficiente por el 10% del mínimo para iniciar postura, a través de vale vista bancario, cupón de pago en banco estado, depósito judicial o transferencia electrónica en la cuenta corriente del tribunal agregando todo postor responsable de verificar que se efectúe oportuna y correctamente en la causa que corresponda. En caso de constituirse la garantía mediante vale vista bancario, el postor deberá entregar dicho documento al ministro de fe del tribunal. No se admitirá la participación como postores de personas que cuenten con inscripción vigente en calidad de deudores en el registro nacional de deudores de alimentos. Cada postor deberá remitir al correo electrónico del tribunal jcsantiago18@pjud.cl, comprobante legible de haber rendido la garantía, su individualización, indicando el rol de la causa en cuyo remate participará, con a lo menos 3 días hábiles de anticipación a la fecha del remate, debiendo señalar en el mismo acto un correo electrónico y número telefónico para el caso que requiera ser contactado. El postor que se adjudique para un tercero, deberá adjuntar al remate y al juez los documentos suficientes que acrediten la individualización completa de aquél por el que actúa (nombre y Rut de la persona natural o jurídica). En caso de corresponder a una persona jurídica, deberá señalar los datos del representante legal de la misma (nombre completo y Rut) y acompañar además copia de personería con firma electrónica avanzada. El día del remate participarán en la subasta aquellos postores que se encuentren incorporados en nómina certificada elaborada por ministro de fe con 24 horas de antelación. El tribunal enviará con 24 horas de antelación un correo electrónico a los postores que figuren en la nómina, indicando día y hora del remate así como forma de conectarse por videoconferencia. Los interesados deberán disponer de los elementos tecnológicos y de conexión apropiados. El acta de remate se enviará el mismo día en que se realizó la subasta al correo electrónico del adjudicatario, quien de — [314, 977, 551, 1710]
notice-text: cado en Huérfanos N° 1409, 4° piso, se subastará por videoconferencia plataforma digital Zoom el martes 20 de mayo de 2025, a las 13:15 horas, el inmueble ubicado en departamento N° 1110 A, ubicado en el piso undécimo, de la torre A, rol de avalúo N° 4944-275; perteneciente al conjunto habitacional denominado Edificio Parque San Nicolás, con ingreso principal por calle Frankfort N° 5071, y acceso secundario vehicular por calle San Nicolás N° 784, comuna de San Miguel. Rol De Avalúo N° 4944-275 San Miguel. Dominio inscrito a Fojas 27411 vuelta N° 25192 Registro Propiedad Año 2019 Conservador Bienes Raíces San Miguel. Mínimo para las posturas $ 68.934.923.- Todo postor deberá consignar garantía por el 10% del mínimo mediante vale vista a nombre del Décimo Quinto Juzgado Civil de Santiago, Rut N° 60.306.062-8, que deberán ser entregados materialmente en el Tribunal el viernes anterior a la fecha de la subasta, de 12:00 a 13:00 horas, comunicando su asistencia al correo electrónico jcsantiago15@pjud.cl, señalando el nombre y Rut de la persona que asistirá a entregar el vale vista indicando el rol de la causa. Será carga de los interesa — [65, 1442, 302, 1759]
auction-notice — [564, 1364, 800, 1687]
column-4 — [813, 128, 1049, 1968]
auction-notice — [564, 262, 800, 830]
